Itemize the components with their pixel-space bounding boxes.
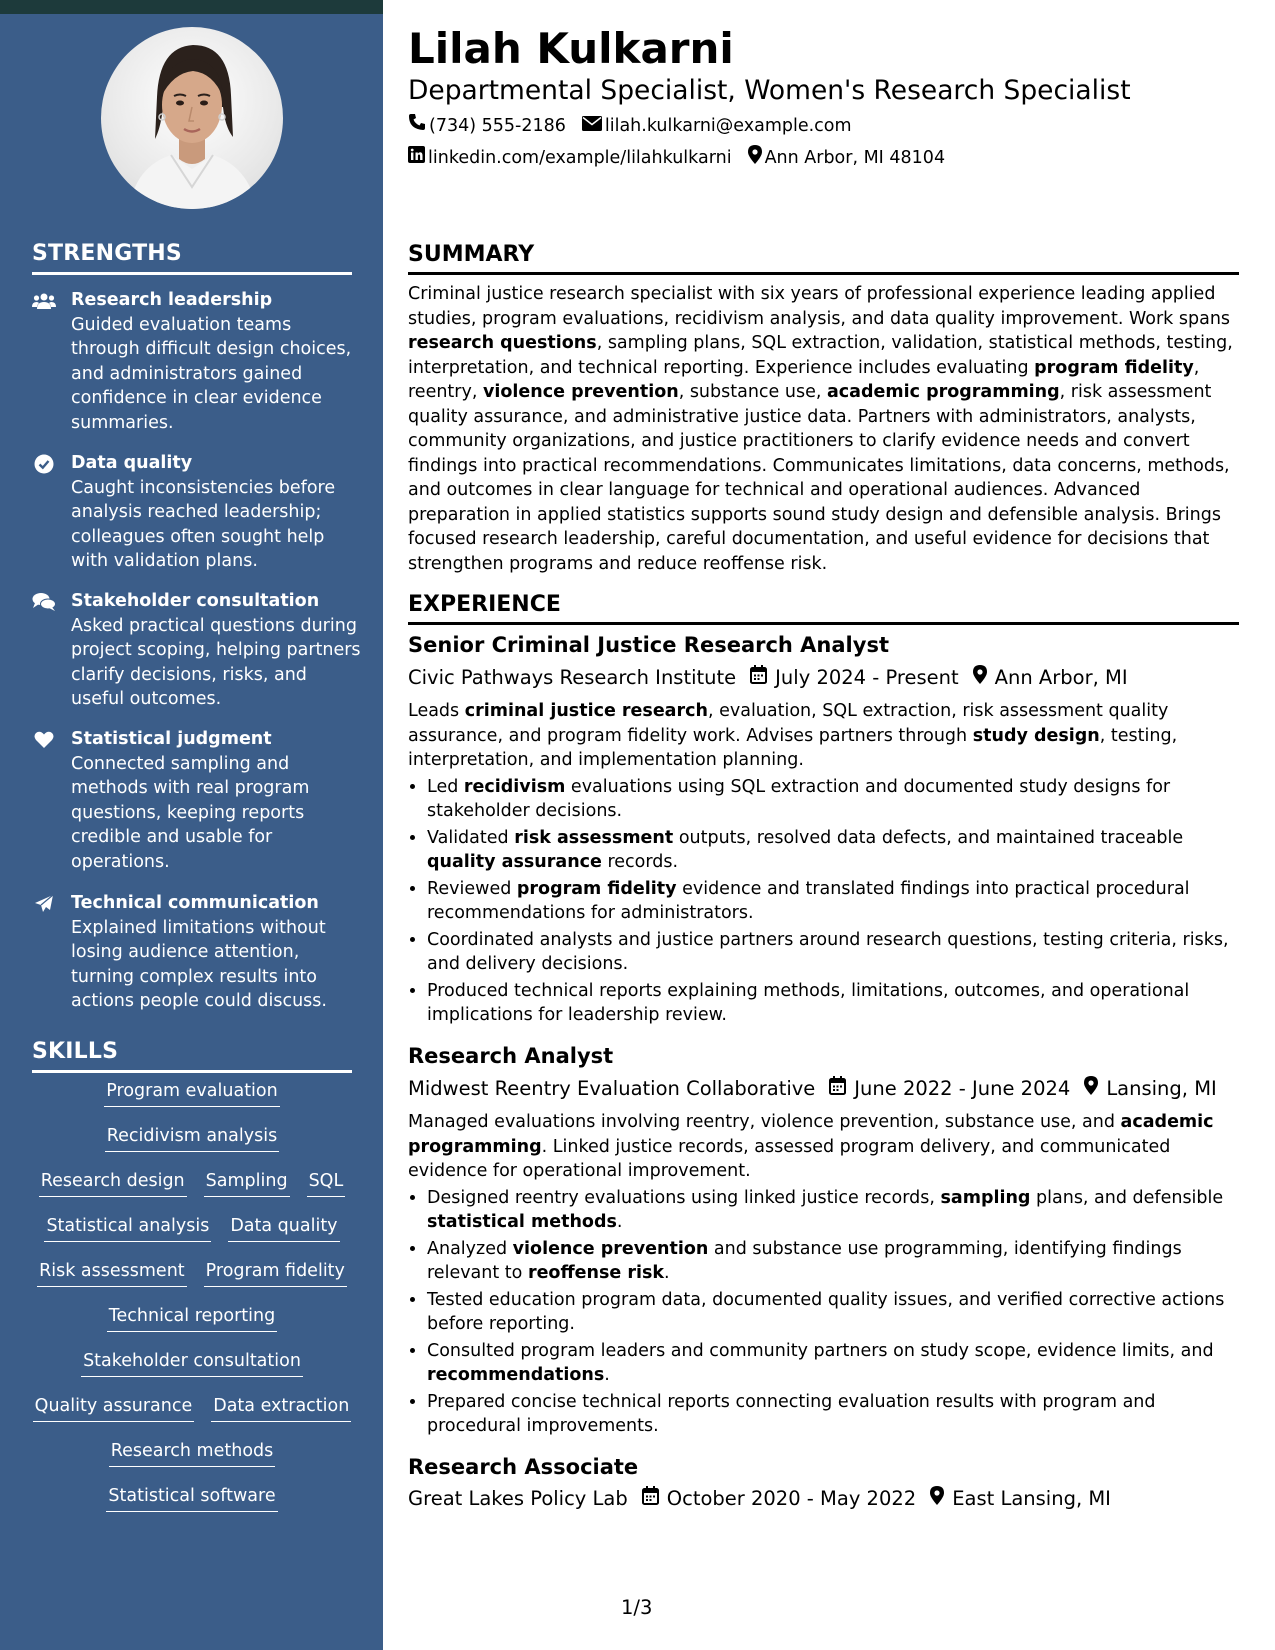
list-item: • Prepared concise technical reports connecting evaluation results with program and procedural improvements. bbox=[427, 1390, 1239, 1439]
job-body bbox=[408, 1110, 1239, 1439]
skills-heading: SKILLS bbox=[32, 1039, 352, 1073]
keyword-highlight: program fidelity bbox=[1034, 357, 1194, 378]
skill-tag: Program evaluation bbox=[104, 1079, 279, 1107]
list-item: • Consulted program leaders and community partners on study scope, evidence limits, and recommendations. bbox=[427, 1339, 1239, 1388]
avatar bbox=[101, 27, 283, 209]
job-meta bbox=[408, 664, 1128, 692]
strength-description: Asked practical questions during project scoping, helping partners clarify decisions, risks, and useful outcomes. bbox=[71, 616, 361, 710]
list-item: • Coordinated analysts and justice partners around research questions, testing criteria, risks, and delivery decisions. bbox=[427, 928, 1239, 977]
skill-tag: Data extraction bbox=[211, 1394, 351, 1422]
job-dates: June 2022 - June 2024 bbox=[854, 1077, 1071, 1100]
strength-item bbox=[32, 727, 362, 877]
location-text: Ann Arbor, MI 48104 bbox=[764, 148, 946, 168]
job-body bbox=[408, 699, 1239, 1028]
experience-heading: EXPERIENCE bbox=[408, 590, 1239, 625]
job-title: Research Analyst bbox=[408, 1044, 614, 1068]
job-title: Research Associate bbox=[408, 1455, 639, 1479]
skill-tag: Risk assessment bbox=[37, 1259, 187, 1287]
strengths-heading: STRENGTHS bbox=[32, 241, 352, 275]
heart-icon bbox=[32, 729, 56, 751]
avatar-portrait bbox=[101, 27, 283, 209]
job-title: Senior Criminal Justice Research Analyst bbox=[408, 633, 889, 657]
keyword-highlight: violence prevention bbox=[482, 382, 679, 402]
candidate-name: Lilah Kulkarni bbox=[408, 24, 734, 73]
strength-title: Technical communication bbox=[71, 893, 319, 913]
job-meta bbox=[408, 1485, 1111, 1513]
contact-row bbox=[408, 113, 852, 138]
strength-item bbox=[32, 589, 362, 709]
job-dates: October 2020 - May 2022 bbox=[666, 1487, 917, 1510]
strength-description: Connected sampling and methods with real program questions, keeping reports credible and usable for operations. bbox=[71, 754, 310, 872]
strength-item bbox=[32, 451, 362, 571]
sidebar bbox=[0, 0, 383, 1650]
company-name: Civic Pathways Research Institute bbox=[408, 666, 737, 689]
list-item: • Analyzed violence prevention and substance use programming, identifying findings relevant to reoffense risk. bbox=[427, 1237, 1239, 1286]
list-item: • Produced technical reports explaining methods, limitations, outcomes, and operational implications for leadership review. bbox=[427, 979, 1239, 1028]
keyword-highlight: research questions bbox=[408, 333, 597, 353]
calendar-icon bbox=[829, 1075, 846, 1103]
map-marker-icon bbox=[973, 664, 987, 692]
keyword-highlight: academic programming bbox=[408, 1112, 1214, 1157]
strength-title: Research leadership bbox=[71, 290, 273, 310]
job-dates: July 2024 - Present bbox=[775, 666, 959, 689]
job-meta bbox=[408, 1075, 1217, 1103]
summary-heading: SUMMARY bbox=[408, 240, 1239, 275]
phone-link[interactable]: (734) 555-2186 bbox=[429, 115, 566, 136]
list-item: • Designed reentry evaluations using linked justice records, sampling plans, and defensible statistical methods. bbox=[427, 1186, 1239, 1235]
strength-title: Statistical judgment bbox=[71, 729, 272, 749]
strength-description: Caught inconsistencies before analysis reached leadership; colleagues often sought help with validation plans. bbox=[71, 478, 336, 572]
strength-description: Guided evaluation teams through difficult design choices, and administrators gained confidence in clear evidence summaries. bbox=[71, 315, 352, 433]
list-item: • Tested education program data, documented quality issues, and verified corrective actions before reporting. bbox=[427, 1288, 1239, 1337]
skill-tag: Statistical analysis bbox=[44, 1214, 211, 1242]
strength-title: Stakeholder consultation bbox=[71, 591, 320, 611]
keyword-highlight: quality assurance bbox=[427, 852, 602, 872]
skill-tag: Research design bbox=[39, 1169, 187, 1197]
job-description: Leads criminal justice research, evaluation, SQL extraction, risk assessment quality assurance, and program fidelity work. Advises partners through study design, testing, interpretation, and implementation planning. bbox=[408, 701, 1178, 770]
skill-tag: Technical reporting bbox=[107, 1304, 277, 1332]
skill-tag: Research methods bbox=[109, 1439, 276, 1467]
keyword-highlight: study design bbox=[972, 725, 1100, 746]
sidebar-top-bar bbox=[0, 0, 383, 14]
paper-plane-icon bbox=[32, 893, 56, 915]
skill-tag: Stakeholder consultation bbox=[81, 1349, 303, 1377]
skill-tag: Recidivism analysis bbox=[105, 1124, 279, 1152]
job-bullets bbox=[408, 1186, 1239, 1439]
calendar-icon bbox=[642, 1485, 659, 1513]
job-location: Ann Arbor, MI bbox=[994, 666, 1128, 689]
calendar-icon bbox=[750, 664, 767, 692]
keyword-highlight: program fidelity bbox=[516, 878, 677, 899]
linkedin-icon bbox=[408, 146, 425, 170]
candidate-title: Departmental Specialist, Women's Research Specialist bbox=[408, 75, 1131, 106]
users-icon bbox=[32, 290, 56, 312]
page-number: 1/3 bbox=[621, 1596, 653, 1619]
list-item: • Reviewed program fidelity evidence and translated findings into practical procedural recommendations for administrators. bbox=[427, 877, 1239, 926]
keyword-highlight: recidivism bbox=[463, 776, 566, 797]
keyword-highlight: reoffense risk bbox=[527, 1263, 665, 1283]
keyword-highlight: sampling bbox=[940, 1187, 1031, 1208]
envelope-icon bbox=[582, 114, 602, 138]
keyword-highlight: violence prevention bbox=[512, 1238, 709, 1259]
keyword-highlight: risk assessment bbox=[514, 827, 674, 848]
email-link[interactable]: lilah.kulkarni@example.com bbox=[604, 115, 852, 136]
skill-tag: SQL bbox=[307, 1169, 346, 1197]
skill-tag: Quality assurance bbox=[33, 1394, 195, 1422]
job-description: Managed evaluations involving reentry, violence prevention, substance use, and academic programming. Linked justice records, assessed program delivery, and communicated evidence for operational improvement. bbox=[408, 1112, 1214, 1181]
keyword-highlight: recommendations bbox=[427, 1365, 605, 1385]
strength-item bbox=[32, 288, 362, 438]
map-marker-icon bbox=[748, 145, 762, 171]
skill-tag: Statistical software bbox=[106, 1484, 277, 1512]
company-name: Great Lakes Policy Lab bbox=[408, 1487, 628, 1510]
skill-tag: Data quality bbox=[228, 1214, 339, 1242]
keyword-highlight: academic programming bbox=[826, 382, 1060, 402]
linkedin-link[interactable]: linkedin.com/example/lilahkulkarni bbox=[428, 148, 732, 168]
skill-tag: Program fidelity bbox=[204, 1259, 347, 1287]
job-location: East Lansing, MI bbox=[952, 1487, 1111, 1510]
list-item: • Led recidivism evaluations using SQL extraction and documented study designs for stakeholder decisions. bbox=[427, 775, 1239, 824]
keyword-highlight: criminal justice research bbox=[464, 701, 708, 721]
contact-row bbox=[408, 145, 945, 171]
strength-item bbox=[32, 891, 362, 1011]
check-circle-icon bbox=[32, 453, 56, 475]
summary-text: Criminal justice research specialist with six years of professional experience leading applied studies, program evaluations, recidivism analysis, and data quality improvement. Work spans research questions, sampling plans, SQL extraction, validation, statistical methods, testing, interpretation, and technical reporting. Experience includes evaluating program fidelity, reentry, violence prevention, substance use, academic programming, risk assessment quality assurance, and administrative justice data. Partners with administrators, analysts, community organizations, and justice practitioners to clarify evidence needs and convert findings into practical recommendations. Communicates limitations, data concerns, methods, and outcomes in clear language for technical and operational audiences. Advanced preparation in applied statistics supports sound study design and defensible analysis. Brings focused research leadership, careful documentation, and useful evidence for decisions that strengthen programs and reduce reoffense risk. bbox=[408, 284, 1233, 574]
phone-icon bbox=[408, 113, 426, 138]
map-marker-icon bbox=[1084, 1075, 1098, 1103]
job-location: Lansing, MI bbox=[1106, 1077, 1217, 1100]
map-marker-icon bbox=[930, 1485, 944, 1513]
keyword-highlight: statistical methods bbox=[427, 1212, 617, 1232]
list-item: • Validated risk assessment outputs, resolved data defects, and maintained traceable quality assurance records. bbox=[427, 826, 1239, 875]
company-name: Midwest Reentry Evaluation Collaborative bbox=[408, 1077, 816, 1100]
comments-icon bbox=[32, 591, 56, 613]
strength-description: Explained limitations without losing audience attention, turning complex results into actions people could discuss. bbox=[71, 918, 327, 1012]
job-bullets bbox=[408, 775, 1239, 1028]
skills-list bbox=[32, 1079, 352, 1529]
strength-title: Data quality bbox=[71, 453, 193, 473]
skill-tag: Sampling bbox=[204, 1169, 290, 1197]
